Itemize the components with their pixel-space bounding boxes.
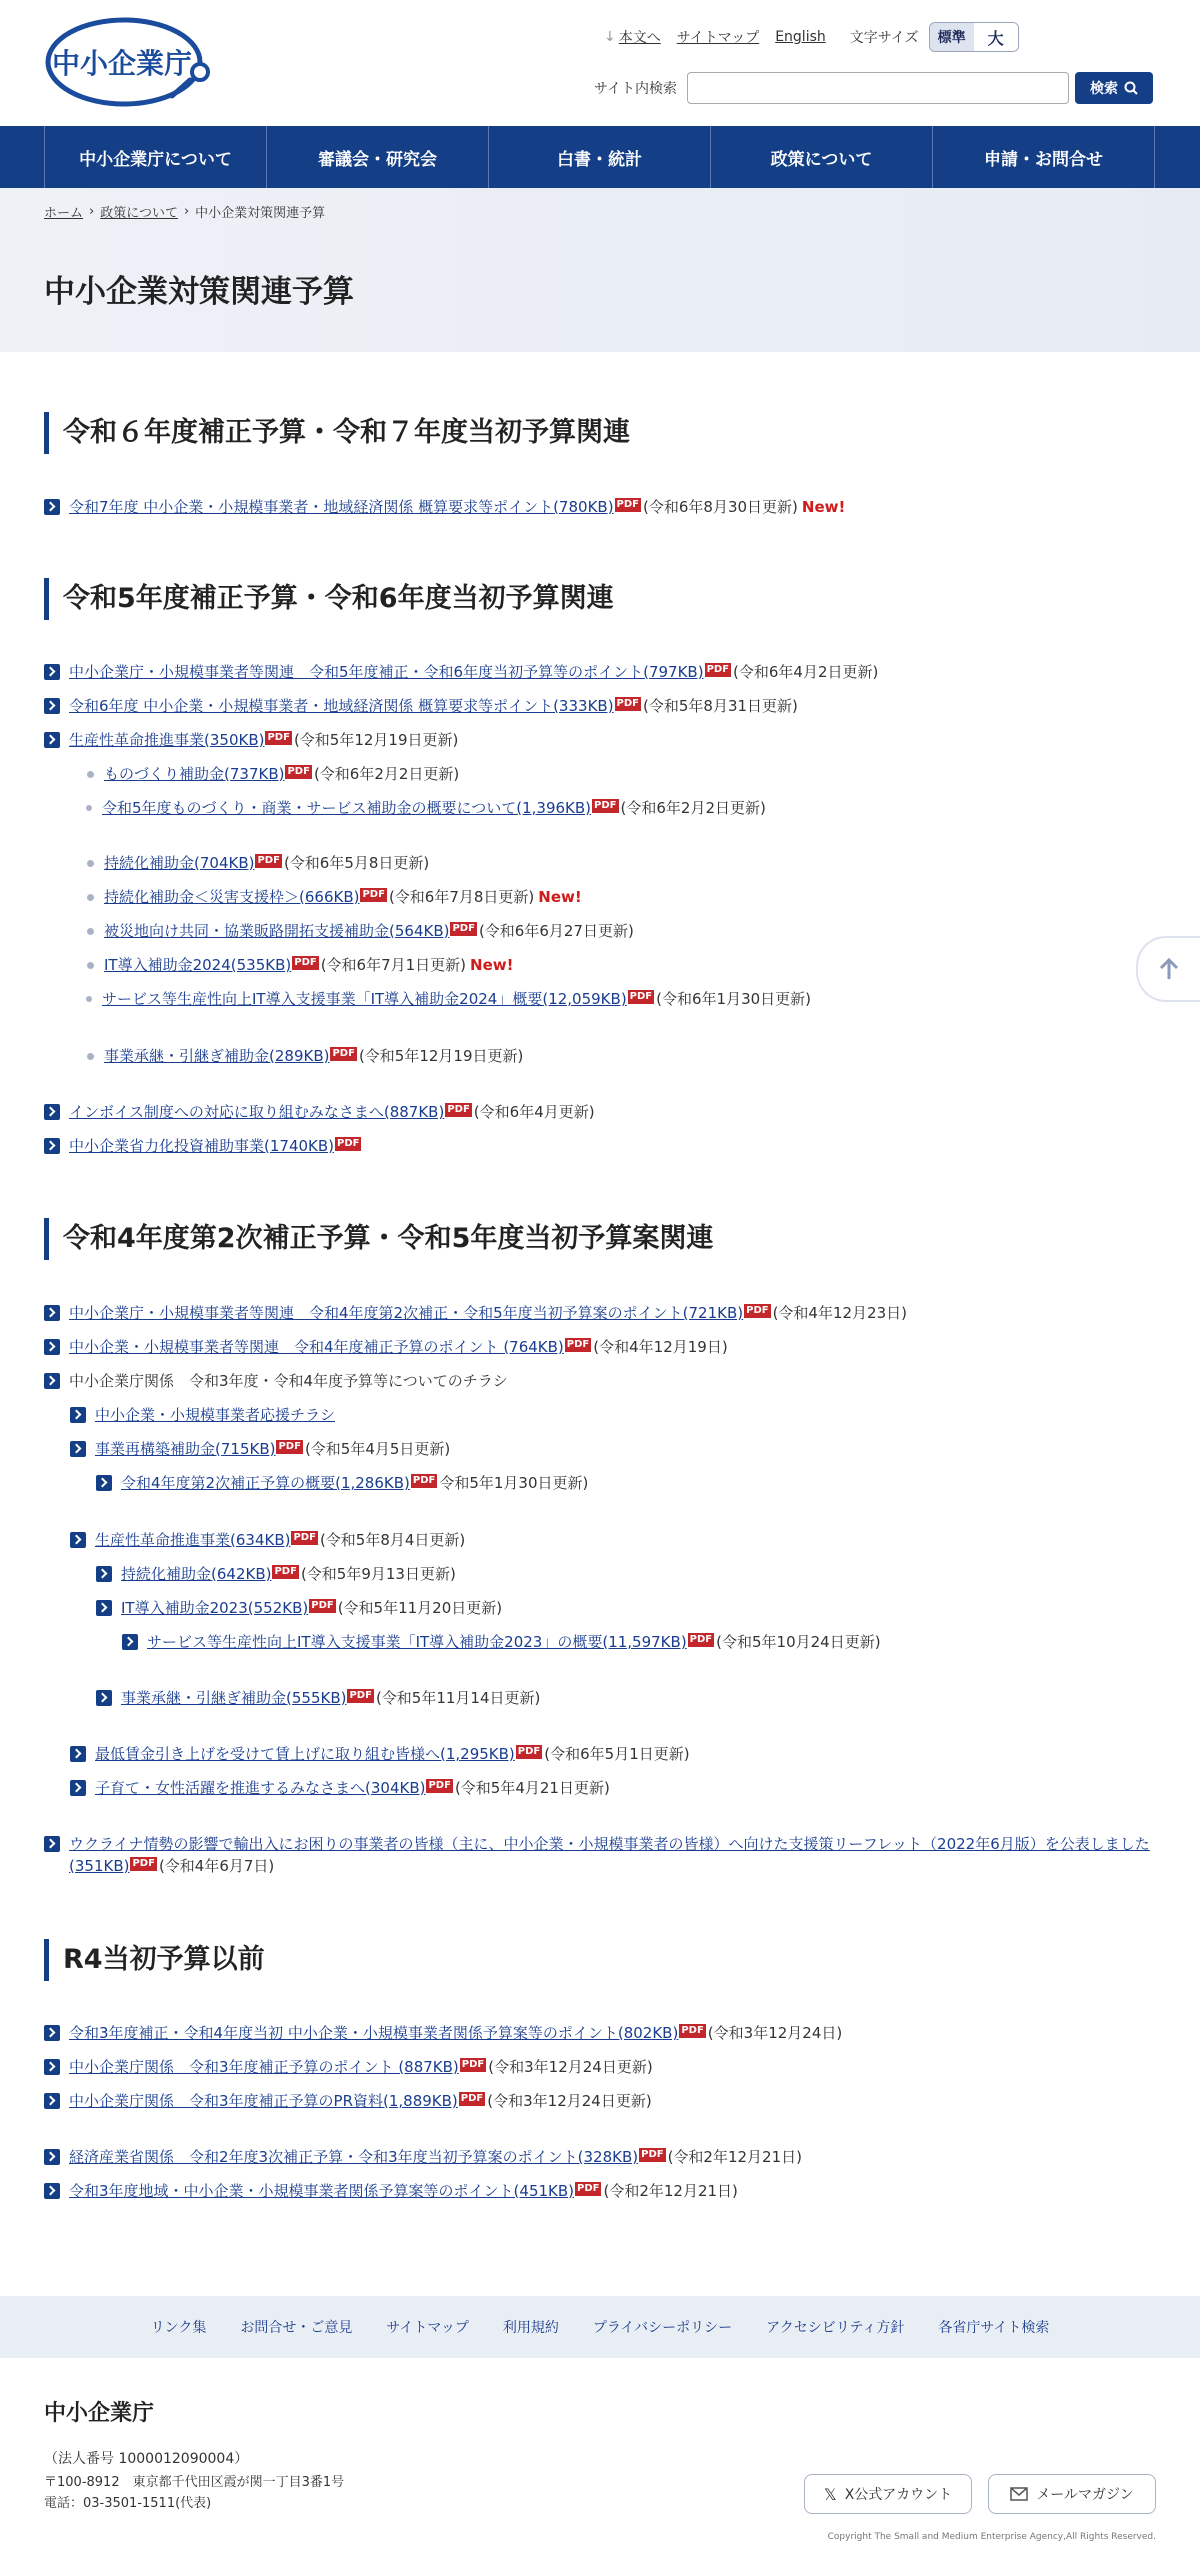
arrow-right-icon — [44, 1104, 60, 1120]
arrow-right-icon — [70, 1746, 86, 1762]
document-link[interactable]: 持続化補助金＜災害支援枠＞(666KB) — [104, 888, 360, 906]
document-link[interactable]: ものづくり補助金(737KB) — [104, 765, 285, 783]
list-item — [44, 661, 878, 683]
list-item — [70, 1529, 465, 1551]
list-item — [87, 763, 459, 785]
update-date: (令和6年4月2日更新) — [733, 663, 879, 681]
global-nav — [0, 126, 1200, 188]
section-heading: 令和６年度補正予算・令和７年度当初予算関連 — [44, 412, 630, 454]
footer-corp-number: （法人番号 1000012090004） — [44, 2451, 249, 2467]
mail-icon — [1010, 2487, 1028, 2501]
site-search — [594, 72, 1153, 104]
update-date: 令和5年1月30日更新) — [439, 1474, 589, 1492]
bullet-icon — [87, 928, 94, 935]
arrow-right-icon — [70, 1532, 86, 1548]
pdf-icon: PDF — [257, 855, 280, 866]
document-link[interactable]: 令和4年度第2次補正予算の概要(1,286KB) — [121, 1474, 410, 1492]
list-item — [44, 729, 458, 751]
bullet-icon — [87, 771, 94, 778]
list-item — [70, 1743, 690, 1765]
section-heading: R4当初予算以前 — [44, 1939, 265, 1981]
pdf-icon: PDF — [681, 2025, 704, 2036]
document-link[interactable]: 事業承継・引継ぎ補助金(289KB) — [104, 1047, 330, 1065]
arrow-right-icon — [122, 1634, 138, 1650]
new-badge: New! — [538, 888, 582, 906]
pdf-icon: PDF — [132, 1858, 155, 1869]
x-account-button[interactable] — [804, 2474, 972, 2514]
font-size-label: 文字サイズ — [849, 30, 919, 46]
bullet-icon — [87, 1053, 94, 1060]
nav-item-about[interactable]: 中小企業庁について — [45, 126, 267, 188]
footer-link-sitemap[interactable]: サイトマップ — [386, 2320, 469, 2336]
copyright: Copyright The Small and Medium Enterprise Agency,All Rights Reserved. — [827, 2532, 1156, 2542]
update-date: (令和6年7月8日更新) — [388, 888, 535, 906]
document-link[interactable]: 中小企業庁関係 令和3年度補正予算のPR資料(1,889KB) — [69, 2092, 458, 2110]
arrow-right-icon — [96, 1600, 112, 1616]
pdf-icon: PDF — [641, 2149, 664, 2160]
list-item — [44, 695, 798, 717]
site-logo[interactable] — [44, 16, 216, 110]
footer-link-contact[interactable]: お問合せ・ご意見 — [240, 2320, 353, 2336]
pdf-icon: PDF — [412, 1475, 436, 1486]
breadcrumb — [44, 202, 325, 221]
pdf-icon: PDF — [461, 2059, 485, 2070]
document-link[interactable]: 経済産業省関係 令和2年度3次補正予算・令和3年度当初予算案のポイント(328KB) — [69, 2148, 639, 2166]
search-input[interactable] — [687, 72, 1069, 104]
list-item — [44, 2056, 653, 2078]
mail-magazine-button[interactable] — [988, 2474, 1156, 2514]
document-link[interactable]: 事業承継・引継ぎ補助金(555KB) — [121, 1689, 347, 1707]
list-item — [87, 954, 513, 976]
arrow-right-icon — [44, 2149, 60, 2165]
arrow-right-icon — [44, 2093, 60, 2109]
font-size-large-button[interactable]: 大 — [974, 23, 1018, 51]
list-item — [44, 496, 845, 518]
pdf-icon: PDF — [594, 800, 617, 811]
search-icon — [1124, 81, 1138, 95]
document-link[interactable]: サービス等生産性向上IT導入支援事業「IT導入補助金2024」概要(12,059KB) — [102, 990, 627, 1008]
arrow-right-icon — [96, 1690, 112, 1706]
arrow-right-icon — [44, 1305, 60, 1321]
document-link[interactable]: サービス等生産性向上IT導入支援事業「IT導入補助金2023」の概要(11,597KB) — [147, 1633, 687, 1651]
document-link[interactable]: 令和7年度 中小企業・小規模事業者・地域経済関係 概算要求等ポイント(780KB) — [69, 498, 614, 516]
phone-text: 電話：03-3501-1511(代表) — [44, 2496, 212, 2511]
down-arrow-icon: ↓ — [604, 29, 616, 45]
pdf-icon: PDF — [746, 1305, 769, 1316]
arrow-right-icon — [44, 1836, 60, 1852]
update-date: (令和2年12月21日) — [667, 2148, 803, 2166]
update-date: (令和5年12月19日更新) — [293, 731, 459, 749]
update-date: (令和4年6月7日) — [158, 1857, 275, 1875]
update-date: (令和3年12月24日更新) — [488, 2058, 653, 2076]
bullet-icon — [86, 996, 92, 1002]
footer-link-ministry-search[interactable]: 各省庁サイト検索 — [938, 2320, 1050, 2336]
list-item — [44, 2022, 842, 2044]
breadcrumb-home[interactable]: ホーム — [44, 206, 84, 221]
list-item — [96, 1472, 588, 1494]
arrow-right-icon — [44, 732, 60, 748]
document-link[interactable]: 中小企業庁・小規模事業者等関連 令和4年度第2次補正・令和5年度当初予算案のポイント(721KB) — [69, 1304, 744, 1322]
list-item — [44, 1370, 508, 1392]
list-item — [96, 1563, 456, 1585]
pdf-icon: PDF — [278, 1441, 301, 1452]
document-link[interactable]: インボイス制度への対応に取り組むみなさまへ(887KB) — [69, 1103, 445, 1121]
pdf-icon: PDF — [460, 2093, 484, 2104]
document-link[interactable]: 令和3年度地域・中小企業・小規模事業者関係予算案等のポイント(451KB) — [69, 2182, 575, 2200]
list-item — [122, 1631, 881, 1653]
x-logo-icon: 𝕏 — [823, 2484, 837, 2504]
footer-link-privacy[interactable]: プライバシーポリシー — [592, 2320, 733, 2336]
section-heading: 令和5年度補正予算・令和6年度当初予算関連 — [44, 578, 614, 620]
arrow-right-icon — [44, 499, 60, 515]
document-link[interactable]: 事業再構築補助金(715KB) — [95, 1440, 276, 1458]
document-link[interactable]: IT導入補助金2023(552KB) — [121, 1599, 309, 1617]
list-item — [44, 1336, 728, 1358]
pdf-icon: PDF — [616, 698, 640, 709]
footer-org-name: 中小企業庁 — [44, 2401, 155, 2426]
update-date: (令和5年11月14日更新) — [375, 1689, 541, 1707]
list-item — [44, 2090, 652, 2112]
update-date: (令和6年7月1日更新) — [320, 956, 467, 974]
update-date: (令和6年6月27日更新) — [478, 922, 634, 940]
breadcrumb-policy[interactable]: 政策について — [100, 206, 178, 221]
section-heading: 令和4年度第2次補正予算・令和5年度当初予算案関連 — [44, 1218, 713, 1260]
document-link[interactable]: 持続化補助金(704KB) — [104, 854, 255, 872]
arrow-right-icon — [44, 1339, 60, 1355]
font-size-normal-button[interactable]: 標準 — [930, 23, 974, 51]
list-item — [70, 1404, 335, 1426]
chevron-right-icon: › — [89, 204, 95, 219]
update-date: (令和3年12月24日更新) — [487, 2092, 652, 2110]
search-button[interactable] — [1075, 72, 1153, 104]
update-date: (令和5年4月5日更新) — [304, 1440, 451, 1458]
document-link[interactable]: 令和5年度ものづくり・商業・サービス補助金の概要について(1,396KB) — [102, 799, 592, 817]
search-label: サイト内検索 — [594, 81, 678, 97]
update-date: (令和5年4月21日更新) — [454, 1779, 610, 1797]
update-date: (令和3年12月24日) — [707, 2024, 843, 2042]
list-item — [87, 1045, 523, 1067]
list-item — [70, 1438, 450, 1460]
pdf-icon: PDF — [577, 2183, 600, 2194]
pdf-icon: PDF — [452, 923, 475, 934]
footer-link-links[interactable]: リンク集 — [150, 2320, 207, 2336]
arrow-right-icon — [44, 2059, 60, 2075]
document-link[interactable]: IT導入補助金2024(535KB) — [104, 956, 292, 974]
logo-text: 中小企業庁 — [51, 47, 193, 80]
arrow-right-icon — [96, 1566, 112, 1582]
document-link[interactable]: 中小企業省力化投資補助事業(1740KB) — [69, 1137, 335, 1155]
pdf-icon: PDF — [287, 766, 310, 777]
footer-link-accessibility[interactable]: アクセシビリティ方針 — [766, 2320, 905, 2336]
list-item — [44, 2146, 802, 2168]
pdf-icon: PDF — [267, 732, 290, 743]
list-item — [70, 1777, 610, 1799]
list-heading-text: 中小企業庁関係 令和3年度・令和4年度予算等についてのチラシ — [69, 1372, 508, 1390]
document-link[interactable]: 中小企業庁・小規模事業者等関連 令和5年度補正・令和6年度当初予算等のポイント(797KB) — [69, 663, 704, 681]
document-link[interactable]: 生産性革命推進事業(634KB) — [95, 1531, 291, 1549]
footer-address — [44, 2472, 344, 2514]
skip-to-content-link[interactable]: 本文へ — [618, 30, 661, 46]
font-size-toggle — [929, 22, 1019, 52]
arrow-right-icon — [70, 1407, 86, 1423]
arrow-right-icon — [70, 1441, 86, 1457]
new-badge: New! — [801, 498, 846, 516]
x-account-label: X公式アカウント — [844, 2487, 953, 2503]
nav-item-whitepaper[interactable]: 白書・統計 — [489, 126, 711, 188]
arrow-right-icon — [44, 1373, 60, 1389]
update-date: (令和5年12月19日更新) — [358, 1047, 524, 1065]
document-link[interactable]: 生産性革命推進事業(350KB) — [69, 731, 265, 749]
document-link[interactable]: 令和3年度補正・令和4年度当初 中小企業・小規模事業者関係予算案等のポイント(802KB) — [69, 2024, 679, 2042]
update-date: (令和6年2月2日更新) — [313, 765, 460, 783]
document-link[interactable]: 令和6年度 中小企業・小規模事業者・地域経済関係 概算要求等ポイント(333KB) — [69, 697, 614, 715]
list-item — [96, 1597, 502, 1619]
update-date: (令和6年8月30日更新) — [643, 498, 798, 516]
pdf-icon: PDF — [629, 991, 653, 1002]
list-item — [87, 920, 634, 942]
title-band — [0, 188, 1200, 352]
arrow-right-icon — [70, 1780, 86, 1796]
document-link[interactable]: ウクライナ情勢の影響で輸出入にお困りの事業者の皆様（主に、中小企業・小規模事業者の皆様）へ向けた支援策リーフレット（2022年6月版）を公表しました(351KB) — [69, 1835, 1150, 1875]
list-item — [44, 2180, 738, 2202]
arrow-up-icon — [1158, 957, 1180, 981]
breadcrumb-current: 中小企業対策関連予算 — [195, 206, 326, 221]
nav-item-contact[interactable]: 申請・お問合せ — [933, 126, 1155, 188]
pdf-icon: PDF — [517, 1746, 541, 1757]
pdf-icon: PDF — [332, 1048, 355, 1059]
update-date: (令和5年8月4日更新) — [319, 1531, 466, 1549]
english-link[interactable]: English — [775, 29, 826, 45]
update-date: (令和6年5月1日更新) — [544, 1745, 690, 1763]
list-item — [44, 1101, 595, 1123]
update-date: (令和4年12月19日) — [593, 1338, 728, 1356]
bullet-icon — [87, 962, 94, 969]
pdf-icon: PDF — [566, 1339, 590, 1350]
update-date: (令和6年5月8日更新) — [283, 854, 430, 872]
nav-item-policy[interactable]: 政策について — [711, 126, 933, 188]
nav-item-councils[interactable]: 審議会・研究会 — [267, 126, 489, 188]
pdf-icon: PDF — [293, 1532, 316, 1543]
new-badge: New! — [470, 956, 514, 974]
list-item — [44, 1135, 363, 1157]
document-link[interactable]: 被災地向け共同・協業販路開拓支援補助金(564KB) — [104, 922, 450, 940]
pdf-icon: PDF — [447, 1104, 470, 1115]
list-item — [86, 988, 811, 1010]
list-item — [86, 797, 766, 819]
list-item — [87, 852, 429, 874]
pdf-icon: PDF — [274, 1566, 297, 1577]
pdf-icon: PDF — [428, 1780, 451, 1791]
list-item — [44, 1302, 907, 1324]
arrow-right-icon — [44, 698, 60, 714]
search-button-label: 検索 — [1090, 81, 1119, 97]
site-header — [0, 0, 1200, 126]
list-item — [96, 1687, 540, 1709]
update-date: (令和5年10月24日更新) — [716, 1633, 881, 1651]
arrow-right-icon — [44, 664, 60, 680]
update-date: (令和5年8月31日更新) — [643, 697, 798, 715]
document-link[interactable]: 中小企業・小規模事業者等関連 令和4年度補正予算のポイント (764KB) — [69, 1338, 564, 1356]
document-link[interactable]: 最低賃金引き上げを受けて賃上げに取り組む皆様へ(1,295KB) — [95, 1745, 515, 1763]
chevron-right-icon: › — [183, 204, 190, 219]
utility-links — [604, 22, 1019, 52]
document-link[interactable]: 持続化補助金(642KB) — [121, 1565, 272, 1583]
pdf-icon: PDF — [294, 957, 317, 968]
footer-nav — [0, 2296, 1200, 2358]
list-item — [44, 1833, 1156, 1877]
pdf-icon: PDF — [689, 1634, 713, 1645]
arrow-right-icon — [44, 1138, 60, 1154]
update-date: (令和2年12月21日) — [603, 2182, 738, 2200]
arrow-right-icon — [44, 2183, 60, 2199]
pdf-icon: PDF — [362, 889, 385, 900]
bullet-icon — [86, 805, 92, 811]
update-date: (令和5年11月20日更新) — [337, 1599, 503, 1617]
pdf-icon: PDF — [706, 664, 730, 675]
update-date: (令和6年4月更新) — [473, 1103, 595, 1121]
footer-link-terms[interactable]: 利用規約 — [502, 2320, 559, 2336]
sitemap-link[interactable]: サイトマップ — [676, 30, 760, 46]
bullet-icon — [87, 860, 94, 867]
arrow-right-icon — [44, 2025, 60, 2041]
update-date: (令和6年1月30日更新) — [656, 990, 812, 1008]
document-link[interactable]: 中小企業庁関係 令和3年度補正予算のポイント (887KB) — [69, 2058, 459, 2076]
pdf-icon: PDF — [349, 1690, 372, 1701]
pdf-icon: PDF — [337, 1138, 360, 1149]
update-date: (令和6年2月2日更新) — [620, 799, 766, 817]
page-title: 中小企業対策関連予算 — [44, 274, 354, 310]
arrow-right-icon — [96, 1475, 112, 1491]
update-date: (令和5年9月13日更新) — [300, 1565, 456, 1583]
page-top-button[interactable] — [1136, 936, 1200, 1002]
address-text: 〒100-8912 東京都千代田区霞が関一丁目3番1号 — [44, 2475, 345, 2490]
document-link[interactable]: 子育て・女性活躍を推進するみなさまへ(304KB) — [95, 1779, 426, 1797]
pdf-icon: PDF — [616, 499, 640, 510]
document-link[interactable]: 中小企業・小規模事業者応援チラシ — [95, 1406, 336, 1424]
update-date: (令和4年12月23日) — [772, 1304, 908, 1322]
mail-magazine-label: メールマガジン — [1036, 2487, 1134, 2503]
list-item — [87, 886, 582, 908]
pdf-icon: PDF — [311, 1600, 334, 1611]
bullet-icon — [87, 894, 94, 901]
